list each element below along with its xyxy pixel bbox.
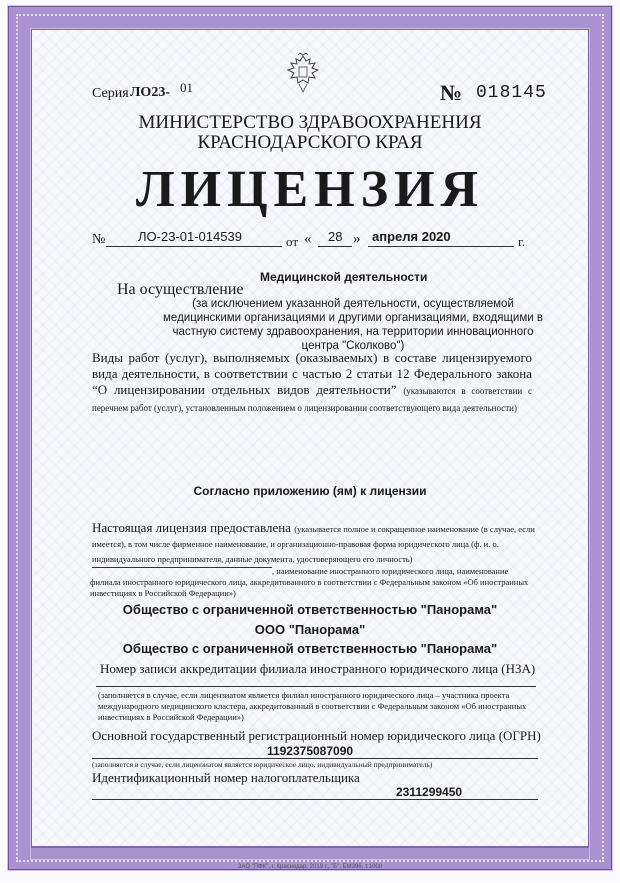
ogrn-underline <box>92 758 538 759</box>
quote-close: » <box>353 231 361 247</box>
organization-full-name: Общество с ограниченной ответственностью "Панорама" <box>122 602 498 617</box>
coat-of-arms-icon <box>282 52 324 96</box>
series-value: ЛО23- <box>130 85 170 100</box>
from-label: от <box>286 234 299 249</box>
ogrn-value: 1192375087090 <box>266 744 354 758</box>
nza-label: Номер записи аккредитации филиала иностранного юридического лица (НЗА) <box>100 661 536 676</box>
license-day: 28 <box>328 229 343 244</box>
license-number: ЛО-23-01-014539 <box>138 229 242 244</box>
nza-underline <box>96 686 536 687</box>
license-month-year: апреля 2020 <box>372 229 451 244</box>
activity-exclusion: (за исключением указанной деятельности, осуществляемой медицинскими организациями и другими организациями, входящими в частную систему здравоохранения, на территории инновационного центра "Сколково") <box>163 298 543 352</box>
ogrn-note: (заполняется в случае, если лицензиатом является юридическое лицо, индивидуальный предприниматель) <box>92 760 433 769</box>
inn-label: Идентификационный номер налогоплательщика <box>92 770 360 785</box>
ministry-name-line2: КРАСНОДАРСКОГО КРАЯ <box>197 132 423 153</box>
foreign-entity-note: , наименование иностранного юридического лица, наименование филиала иностранного юридического лица, аккредитованного в соответствии с Федеральным законом «Об иностранных инвестициях в Российской Федерации») <box>90 566 529 598</box>
printer-imprint: ЗАО "ПФК", г. Краснодар, 2019 г., "Б", БМ396, т.1000 <box>237 864 383 870</box>
license-number-underline <box>106 246 282 247</box>
activity-type: Медицинской деятельности <box>260 270 428 284</box>
ministry-name-line1: МИНИСТЕРСТВО ЗДРАВООХРАНЕНИЯ <box>138 112 482 133</box>
inn-underline <box>92 799 538 800</box>
works-note: (указываются в соответствии с перечнем работ (услуг), установленным положением о лицензировании соответствующего вида деятельности) <box>92 386 533 413</box>
license-number-sign: № <box>92 232 106 247</box>
quote-open: « <box>304 231 312 247</box>
year-suffix: г. <box>518 234 526 249</box>
organization-firm-name: Общество с ограниченной ответственностью "Панорама" <box>122 641 498 656</box>
form-number-sign: № <box>440 80 463 105</box>
granted-note: (указывается полное и сокращенное наименование (в случае, если имеется), в том числе фирменное наименование, и организационно-правовая форма юридического лица (ф. и. о. индивидуального предпринимателя, данные документа, удостоверяющего его личность) <box>92 524 535 564</box>
works-statement <box>92 350 532 416</box>
series-suffix: 01 <box>180 80 193 95</box>
activity-label: На осуществление <box>117 281 244 298</box>
nza-note: (заполняется в случае, если лицензиатом является филиал иностранного юридического лица – участника проекта международного медицинского кластера, аккредитованный в соответствии с Федеральным законом «Об иностранных инвестициях в Российской Федерации») <box>98 690 527 722</box>
month-underline <box>368 246 514 247</box>
appendix-reference: Согласно приложению (ям) к лицензии <box>193 484 427 498</box>
granted-statement <box>92 521 538 566</box>
granted-text: Настоящая лицензия предоставлена <box>92 520 291 535</box>
organization-short-name: ООО "Панорама" <box>254 622 366 637</box>
ogrn-label: Основной государственный регистрационный номер юридического лица (ОГРН) <box>92 728 541 743</box>
form-number: 018145 <box>476 83 547 103</box>
works-text: Виды работ (услуг), выполняемых (оказываемых) в составе лицензируемого вида деятельности, в соответствии с частью 2 статьи 12 Федерального закона “О лицензировании отдельных видов деятельности” <box>92 350 532 397</box>
document-title: ЛИЦЕНЗИЯ <box>135 161 485 218</box>
inn-value: 2311299450 <box>396 785 463 799</box>
day-underline <box>318 246 352 247</box>
series-label: Серия <box>92 86 129 101</box>
